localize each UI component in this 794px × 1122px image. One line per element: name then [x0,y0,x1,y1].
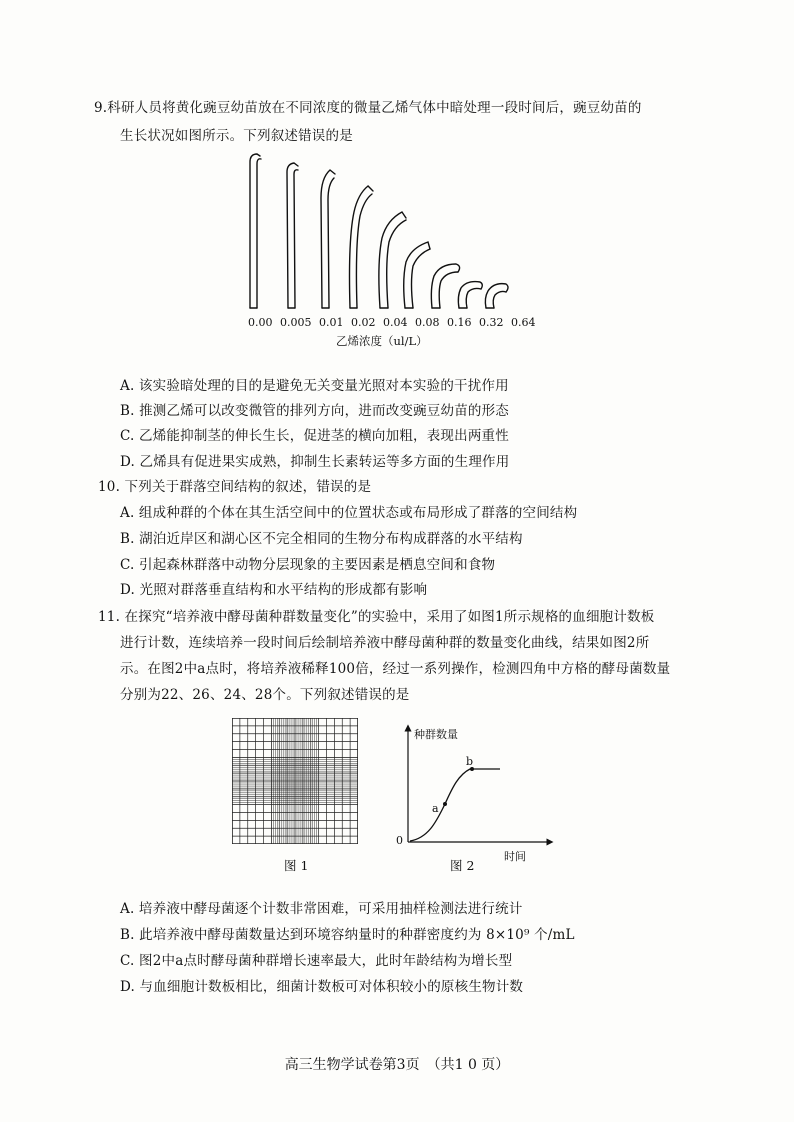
conc-label: 0.08 [415,316,440,329]
fig2-xlabel: 时间 [504,850,526,863]
conc-label: 0.16 [447,316,472,329]
conc-label: 0.005 [280,316,312,329]
population-curve-figure [388,722,558,864]
fig2-point-b: b [466,755,474,768]
seedling-growth-figure [230,150,530,320]
point-a-marker [443,802,447,806]
seedling-4 [379,212,406,308]
q11-option-b: B. 此培养液中酵母菌数量达到环境容纳量时的种群密度约为 8×10⁹ 个/mL [120,927,575,943]
ethylene-concentration-labels [248,316,540,329]
fig2-caption: 图 2 [450,858,475,873]
conc-label: 0.64 [511,316,536,329]
fig2-ylabel: 种群数量 [414,728,458,741]
q10-option-d: D. 光照对群落垂直结构和水平结构的形成都有影响 [120,582,428,598]
q10-option-b: B. 湖泊近岸区和湖心区不完全相同的生物分布构成群落的水平结构 [120,531,523,547]
q9-stem-line1: 9.科研人员将黄化豌豆幼苗放在不同浓度的微量乙烯气体中暗处理一段时间后，豌豆幼苗的 [94,100,642,116]
q10-option-c: C. 引起森林群落中动物分层现象的主要因素是栖息空间和食物 [120,557,496,573]
q11-stem-line4: 分别为22、26、24、28个。下列叙述错误的是 [120,687,410,703]
seedling-7 [458,282,482,308]
conc-label: 0.00 [248,316,273,329]
q11-stem-line2: 进行计数，连续培养一段时间后绘制培养液中酵母菌种群的数量变化曲线，结果如图2所 [120,635,650,651]
q11-option-d: D. 与血细胞计数板相比，细菌计数板可对体积较小的原核生物计数 [120,979,524,995]
seedling-6 [431,264,459,308]
conc-label: 0.32 [479,316,504,329]
fig2-origin: 0 [396,834,403,847]
q10-stem: 10. 下列关于群落空间结构的叙述，错误的是 [98,479,372,495]
hemocytometer-grid-figure [232,718,358,844]
q9-option-d: D. 乙烯具有促进果实成熟，抑制生长素转运等多方面的生理作用 [120,454,510,470]
q11-option-a: A. 培养液中酵母菌逐个计数非常困难，可采用抽样检测法进行统计 [120,901,523,917]
q11-stem-line3: 示。在图2中a点时，将培养液稀释100倍，经过一系列操作，检测四角中方格的酵母菌数量 [120,661,671,677]
seedling-0 [250,154,261,308]
fig1-caption: 图 1 [284,858,309,873]
q9-option-b: B. 推测乙烯可以改变微管的排列方向，进而改变豌豆幼苗的形态 [120,403,510,419]
seedling-3 [350,186,374,308]
conc-label: 0.04 [383,316,408,329]
q11-option-c: C. 图2中a点时酵母菌种群增长速率最大，此时年龄结构为增长型 [120,953,513,969]
q10-option-a: A. 组成种群的个体在其生活空间中的位置状态或布局形成了群落的空间结构 [120,505,578,521]
q11-stem-line1: 11. 在探究“培养液中酵母菌种群数量变化”的实验中，采用了如图1所示规格的血细胞计数板 [98,609,655,625]
seedling-1 [287,163,298,308]
seedling-2 [321,170,335,308]
seedling-5 [404,242,430,308]
seedling-8 [485,284,508,308]
fig2-point-a: a [432,802,439,815]
conc-label: 0.02 [351,316,376,329]
growth-curve [410,769,500,841]
page-footer: 高三生物学试卷第3页 （共1 0 页） [284,1057,510,1073]
q9-option-c: C. 乙烯能抑制茎的伸长生长，促进茎的横向加粗，表现出两重性 [120,428,509,444]
q9-stem-line2: 生长状况如图所示。下列叙述错误的是 [120,128,353,144]
q9-option-a: A. 该实验暗处理的目的是避免无关变量光照对本实验的干扰作用 [120,378,509,394]
ethylene-axis-title: 乙烯浓度（ul/L） [336,334,428,348]
conc-label: 0.01 [319,316,344,329]
